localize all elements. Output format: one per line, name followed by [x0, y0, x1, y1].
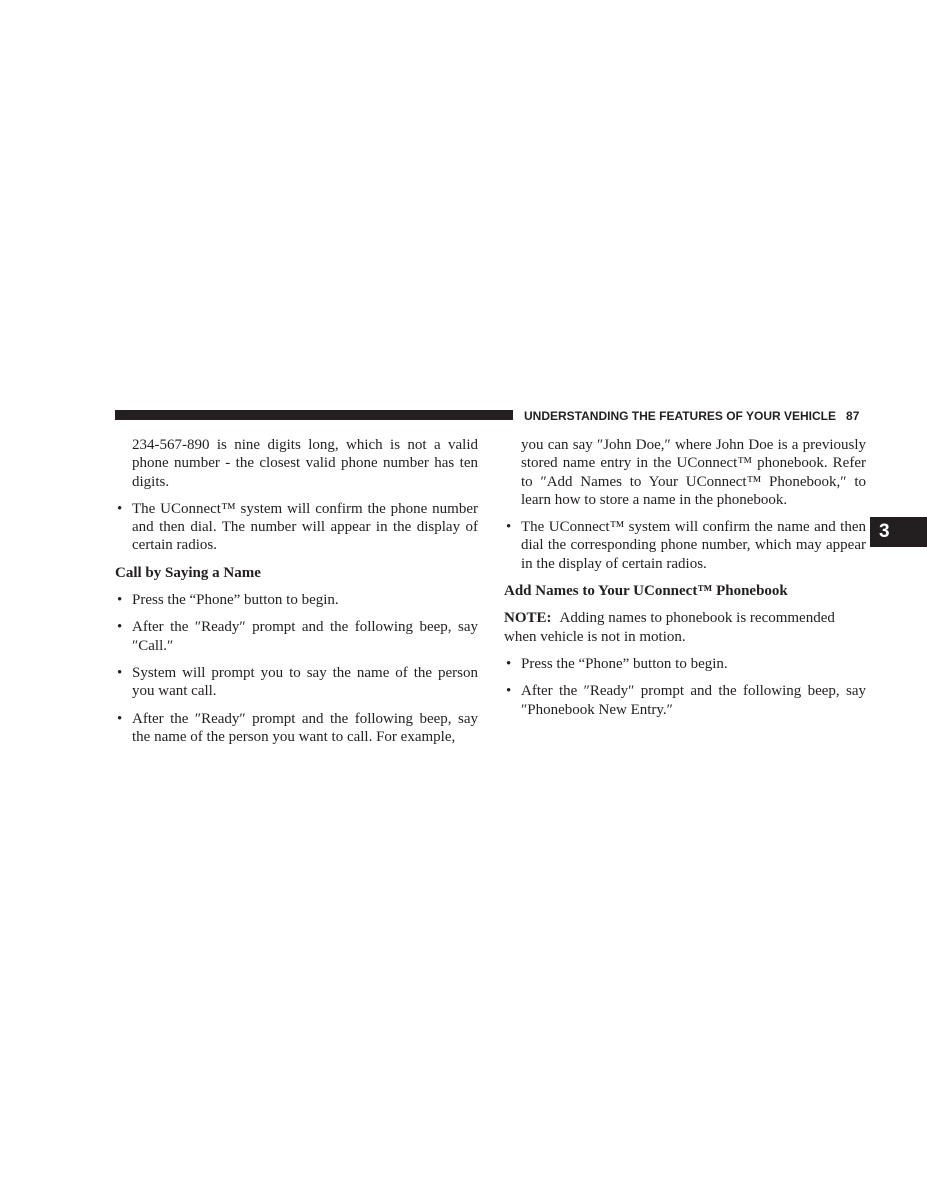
list-item	[115, 664, 478, 701]
right-column	[504, 436, 866, 719]
list-item-text: System will prompt you to say the name of the person you want call.	[132, 664, 478, 700]
bullet-icon: •	[117, 500, 123, 517]
bullet-icon: •	[117, 619, 123, 636]
continuation-text: you can say ″John Doe,″ where John Doe is a previously stored name entry in the UConnect™ phonebook. Refer to ″Add Names to Your UConnect™ Phonebook,″ to learn how to store a name in the phonebook.	[521, 437, 866, 508]
bullet-icon: •	[117, 664, 123, 681]
page-number: 87	[846, 409, 860, 423]
bullet-icon: •	[506, 655, 512, 672]
list-item-text: After the ″Ready″ prompt and the following beep, say the name of the person you want to call. For example,	[132, 710, 478, 745]
list-item-text: After the ″Ready″ prompt and the following beep, say ″Call.″	[132, 619, 478, 654]
bullet-icon: •	[117, 592, 123, 609]
list-item-text: The UConnect™ system will confirm the phone number and then dial. The number will appear in the display of certain radios.	[132, 500, 478, 554]
chapter-number: 3	[879, 521, 890, 542]
bullet-icon: •	[506, 519, 512, 536]
list-item	[115, 618, 478, 655]
bullet-icon: •	[117, 710, 123, 727]
list-item	[115, 710, 478, 747]
note-paragraph	[504, 609, 866, 646]
list-item	[115, 500, 478, 555]
note-text: Adding names to phonebook is recommended when vehicle is not in motion.	[504, 610, 835, 645]
continuation-text: 234-567-890 is nine digits long, which is not a valid phone number - the closest valid phone number has ten digits.	[132, 437, 478, 490]
left-column	[115, 436, 478, 746]
header-rule	[115, 410, 513, 420]
list-item	[504, 682, 866, 719]
list-item-text: The UConnect™ system will confirm the name and then dial the corresponding phone number, which may appear in the display of certain radios.	[521, 519, 866, 572]
section-title: UNDERSTANDING THE FEATURES OF YOUR VEHICLE	[524, 409, 837, 423]
section-heading: Call by Saying a Name	[115, 564, 261, 581]
running-header	[524, 407, 859, 425]
section-heading: Add Names to Your UConnect™ Phonebook	[504, 583, 788, 600]
list-item	[504, 518, 866, 573]
list-item-text: Press the “Phone” button to begin.	[521, 655, 728, 672]
list-item-text: Press the “Phone” button to begin.	[132, 592, 339, 609]
list-item	[504, 655, 866, 673]
list-item	[115, 591, 478, 609]
list-item-text: After the ″Ready″ prompt and the following beep, say ″Phonebook New Entry.″	[521, 683, 866, 718]
bullet-icon: •	[506, 683, 512, 700]
note-label: NOTE:	[504, 610, 552, 627]
chapter-thumb-tab	[870, 517, 927, 547]
